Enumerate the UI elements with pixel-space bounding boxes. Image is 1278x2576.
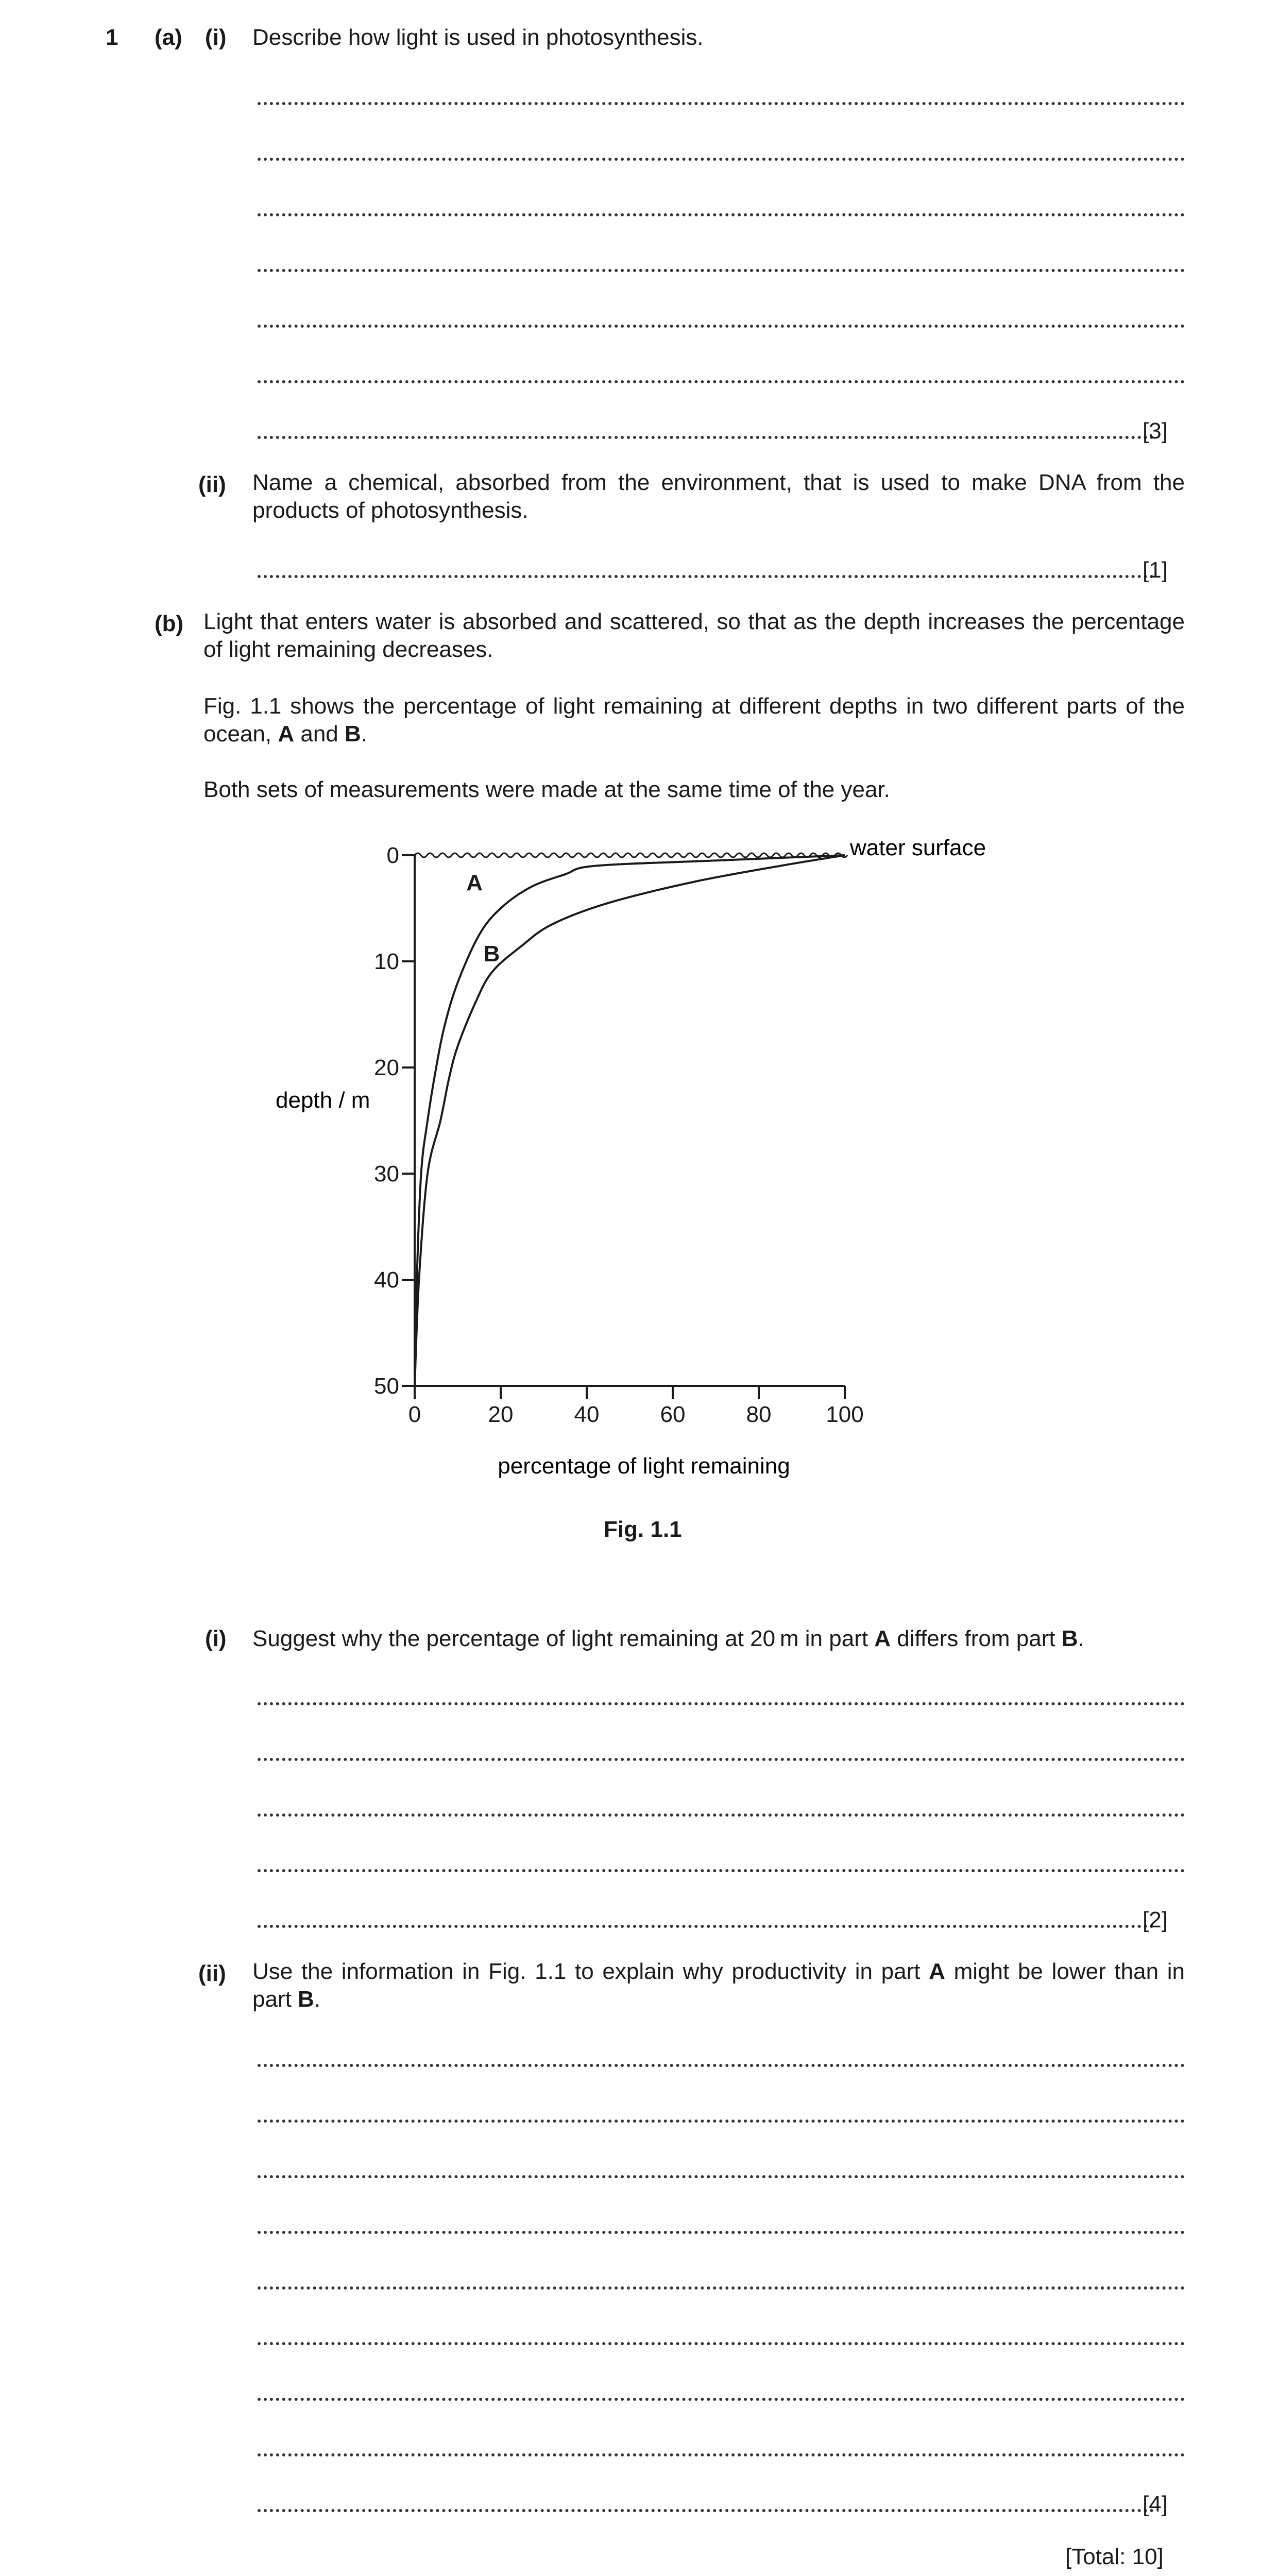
answer-line[interactable]	[258, 314, 1185, 328]
answer-line[interactable]	[258, 2387, 1185, 2401]
answer-line[interactable]	[258, 426, 1154, 439]
water-surface-line	[415, 853, 847, 857]
text-run: .	[1078, 1626, 1084, 1651]
answer-line[interactable]	[258, 2109, 1185, 2123]
answer-line[interactable]	[258, 92, 1185, 105]
marks-b-i: [2]	[1143, 1907, 1168, 1933]
series-label-a: A	[466, 870, 483, 895]
text-run: B	[1061, 1626, 1078, 1651]
answer-line[interactable]	[258, 2221, 1185, 2234]
series-line-a	[415, 855, 845, 1386]
text-run: might be lower than in part	[252, 1959, 1185, 2012]
answer-line[interactable]	[258, 2443, 1185, 2456]
y-tick-label: 20	[374, 1055, 399, 1080]
marks-a-ii: [1]	[1143, 557, 1168, 583]
part-b-fig-description	[203, 692, 1185, 748]
text-run: B	[298, 1987, 314, 2012]
part-a-ii-question: Name a chemical, absorbed from the environment, that is used to make DNA from the products of photosynthesis.	[252, 470, 1185, 523]
total-marks: [Total: 10]	[1065, 2544, 1164, 2569]
figure-caption: Fig. 1.1	[604, 1517, 682, 1542]
answer-line[interactable]	[258, 2276, 1185, 2290]
answer-line[interactable]	[258, 203, 1185, 216]
x-axis-label: percentage of light remaining	[498, 1453, 790, 1479]
part-b-ii-question	[252, 1958, 1185, 2013]
part-a-i-label: (i)	[205, 25, 227, 50]
text-run: and	[294, 721, 345, 747]
text-run: Fig. 1.1 shows the percentage of light remaining at different depths in two different parts of the ocean,	[203, 693, 1185, 747]
part-a-ii-label: (ii)	[198, 472, 226, 497]
marks-a-i: [3]	[1143, 418, 1168, 444]
text-run: A	[278, 721, 295, 747]
y-axis-label: depth / m	[276, 1088, 370, 1113]
y-tick-label: 0	[386, 843, 399, 868]
text-run: Use the information in Fig. 1.1 to explain why productivity in part	[252, 1959, 929, 1984]
text-run: B	[345, 721, 361, 747]
y-tick-label: 40	[374, 1267, 399, 1293]
answer-line[interactable]	[258, 1748, 1185, 1761]
figure-1-1-chart	[258, 824, 1030, 1494]
answer-line[interactable]	[258, 1803, 1185, 1817]
answer-line[interactable]	[258, 147, 1185, 161]
answer-line[interactable]	[258, 1859, 1185, 1872]
x-tick-label: 100	[826, 1402, 864, 1427]
answer-line[interactable]	[258, 2054, 1185, 2067]
part-b-intro: Light that enters water is absorbed and scattered, so that as the depth increases the percentage of light remaining decreases.	[203, 609, 1185, 662]
question-number: 1	[106, 25, 118, 50]
text-run: Suggest why the percentage of light remaining at 20 m in part	[252, 1626, 875, 1651]
text-run: differs from part	[891, 1626, 1062, 1651]
answer-line[interactable]	[258, 2165, 1185, 2178]
y-tick-label: 50	[374, 1374, 399, 1399]
part-b-i-question	[252, 1626, 1084, 1652]
x-tick-label: 0	[408, 1402, 421, 1427]
part-a-label: (a)	[155, 25, 182, 50]
text-run: A	[874, 1626, 891, 1651]
part-a-i-question: Describe how light is used in photosynthesis.	[252, 25, 704, 50]
x-tick-label: 40	[574, 1402, 600, 1427]
x-tick-label: 20	[488, 1402, 514, 1427]
text-run: A	[929, 1959, 945, 1984]
answer-line[interactable]	[258, 565, 1154, 578]
text-run: .	[361, 721, 368, 747]
answer-line[interactable]	[258, 1914, 1154, 1928]
answer-line[interactable]	[258, 2332, 1185, 2345]
marks-b-ii: [4]	[1143, 2492, 1168, 2517]
answer-line[interactable]	[258, 1692, 1185, 1705]
text-run: .	[314, 1987, 321, 2012]
answer-line[interactable]	[258, 2499, 1154, 2512]
series-label-b: B	[483, 941, 500, 967]
y-tick-label: 10	[374, 949, 399, 974]
y-tick-label: 30	[374, 1161, 399, 1187]
chart-plot-area	[374, 843, 864, 1427]
answer-line[interactable]	[258, 259, 1185, 272]
answer-line[interactable]	[258, 370, 1185, 383]
water-surface-label: water surface	[850, 835, 986, 860]
x-tick-label: 80	[746, 1402, 772, 1427]
x-tick-label: 60	[660, 1402, 686, 1427]
part-b-label: (b)	[155, 611, 184, 636]
part-b-ii-label: (ii)	[198, 1961, 226, 1986]
part-b-same-time: Both sets of measurements were made at the same time of the year.	[203, 777, 890, 802]
part-b-i-label: (i)	[205, 1626, 227, 1651]
